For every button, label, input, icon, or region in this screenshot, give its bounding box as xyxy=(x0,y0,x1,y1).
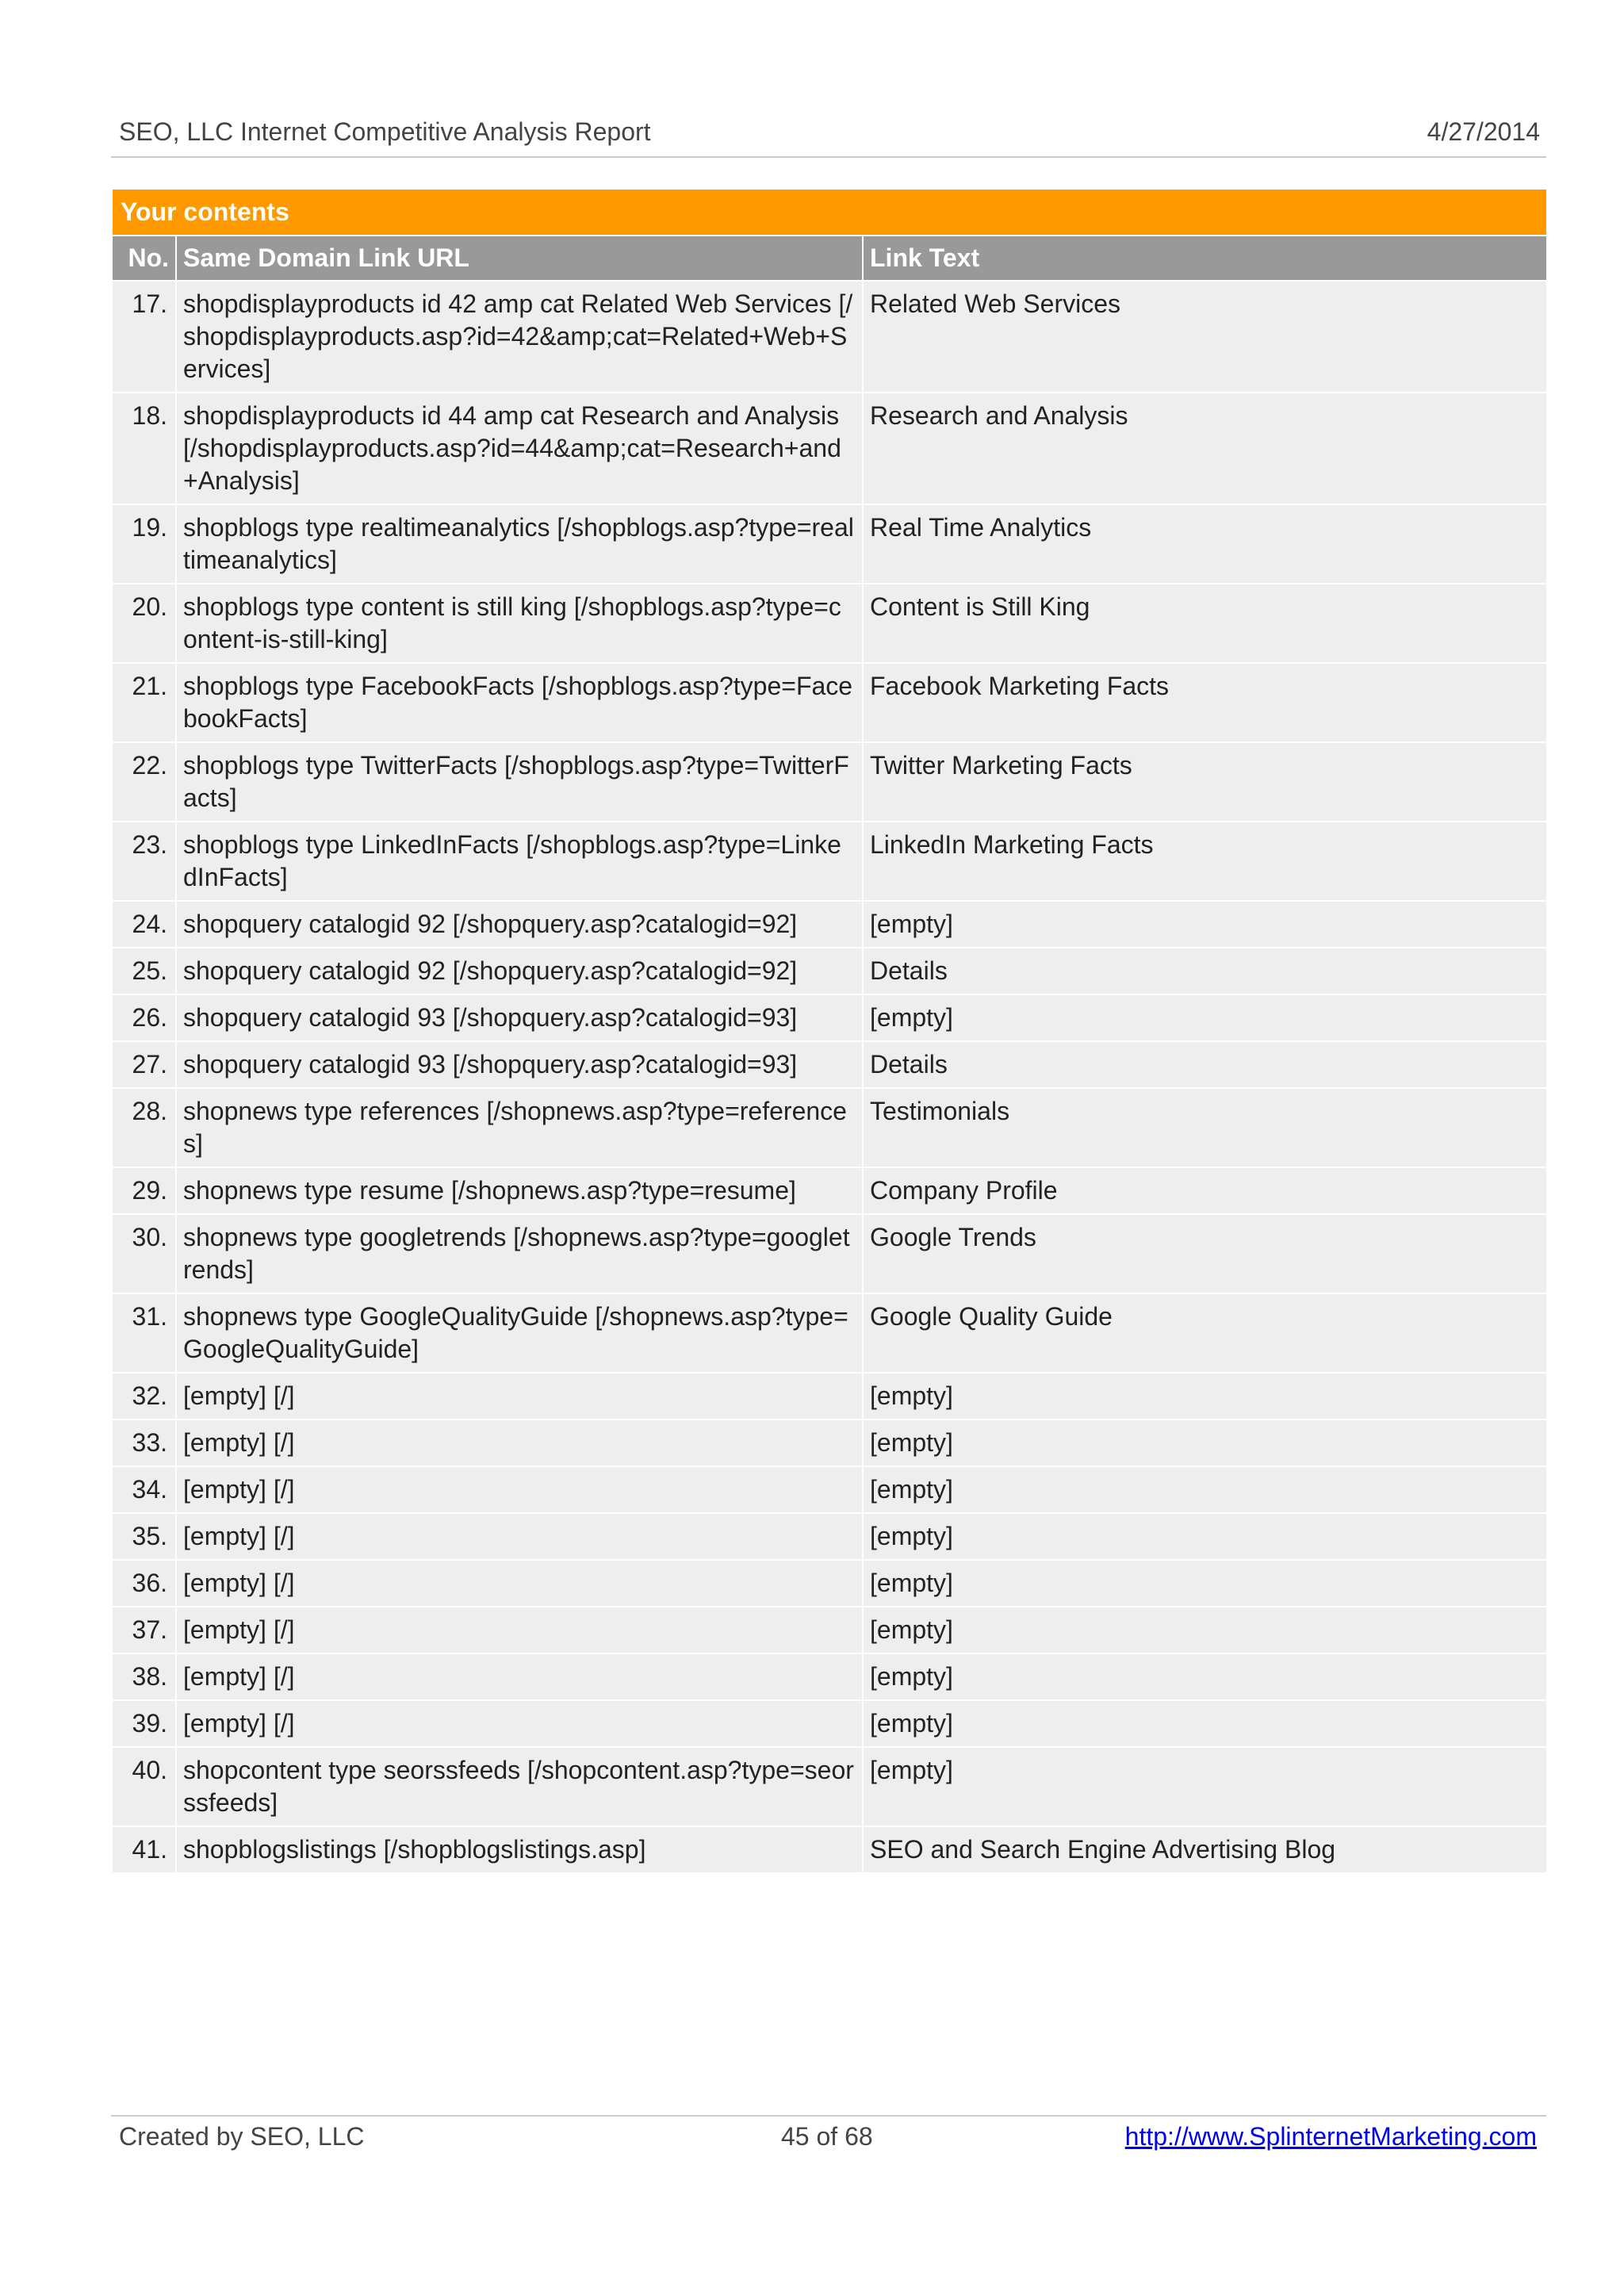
row-link-text: Related Web Services xyxy=(863,281,1547,393)
section-title-row xyxy=(112,189,1547,236)
row-link-text: Details xyxy=(863,948,1547,994)
row-number: 22. xyxy=(112,742,176,822)
table-row xyxy=(112,1167,1547,1214)
row-number: 39. xyxy=(112,1700,176,1747)
row-number: 17. xyxy=(112,281,176,393)
page-footer xyxy=(119,2122,1537,2157)
row-number: 35. xyxy=(112,1513,176,1560)
row-link-url: shopblogs type content is still king [/shopblogs.asp?type=content-is-still-king] xyxy=(176,584,863,663)
row-link-url: [empty] [/] xyxy=(176,1607,863,1653)
table-row xyxy=(112,1653,1547,1700)
row-number: 41. xyxy=(112,1826,176,1873)
row-number: 38. xyxy=(112,1653,176,1700)
row-link-text: Google Quality Guide xyxy=(863,1293,1547,1373)
table-row xyxy=(112,663,1547,742)
table-row xyxy=(112,1293,1547,1373)
row-number: 33. xyxy=(112,1420,176,1466)
page-number: 45 of 68 xyxy=(781,2122,873,2151)
row-number: 23. xyxy=(112,822,176,901)
row-link-url: shopdisplayproducts id 44 amp cat Research and Analysis [/shopdisplayproducts.asp?id=44&amp;cat=Research+and+Analysis] xyxy=(176,393,863,504)
row-link-url: [empty] [/] xyxy=(176,1700,863,1747)
row-number: 27. xyxy=(112,1041,176,1088)
row-link-text: Real Time Analytics xyxy=(863,504,1547,584)
row-number: 36. xyxy=(112,1560,176,1607)
row-link-text: [empty] xyxy=(863,994,1547,1041)
row-link-text: Details xyxy=(863,1041,1547,1088)
footer-website-link[interactable]: http://www.SplinternetMarketing.com xyxy=(1124,2122,1537,2151)
row-link-url: shopblogslistings [/shopblogslistings.asp] xyxy=(176,1826,863,1873)
row-link-text: [empty] xyxy=(863,1607,1547,1653)
row-number: 28. xyxy=(112,1088,176,1167)
row-link-url: [empty] [/] xyxy=(176,1560,863,1607)
row-link-url: shopquery catalogid 92 [/shopquery.asp?catalogid=92] xyxy=(176,948,863,994)
table-row xyxy=(112,822,1547,901)
page-header xyxy=(119,117,1540,152)
table-row xyxy=(112,1607,1547,1653)
column-header-link-text: Link Text xyxy=(863,236,1547,281)
row-link-url: [empty] [/] xyxy=(176,1420,863,1466)
row-link-text: Research and Analysis xyxy=(863,393,1547,504)
table-row xyxy=(112,1041,1547,1088)
table-row xyxy=(112,994,1547,1041)
row-number: 24. xyxy=(112,901,176,948)
table-row xyxy=(112,504,1547,584)
section-title: Your contents xyxy=(112,189,1547,236)
row-number: 29. xyxy=(112,1167,176,1214)
table-row xyxy=(112,1373,1547,1420)
report-date: 4/27/2014 xyxy=(1427,117,1540,146)
table-row xyxy=(112,742,1547,822)
column-header-row xyxy=(112,236,1547,281)
row-number: 34. xyxy=(112,1466,176,1513)
row-number: 18. xyxy=(112,393,176,504)
report-title: SEO, LLC Internet Competitive Analysis Report xyxy=(119,117,651,146)
table-row xyxy=(112,901,1547,948)
row-link-url: [empty] [/] xyxy=(176,1373,863,1420)
row-number: 21. xyxy=(112,663,176,742)
table-row xyxy=(112,1513,1547,1560)
row-link-text: Twitter Marketing Facts xyxy=(863,742,1547,822)
column-header-url: Same Domain Link URL xyxy=(176,236,863,281)
row-link-text: [empty] xyxy=(863,1420,1547,1466)
row-link-url: shopquery catalogid 93 [/shopquery.asp?catalogid=93] xyxy=(176,1041,863,1088)
row-link-text: SEO and Search Engine Advertising Blog xyxy=(863,1826,1547,1873)
links-table-container xyxy=(111,188,1546,1874)
row-link-url: [empty] [/] xyxy=(176,1513,863,1560)
table-body xyxy=(112,281,1547,1873)
row-link-url: shopnews type googletrends [/shopnews.asp?type=googletrends] xyxy=(176,1214,863,1293)
row-link-url: shopcontent type seorssfeeds [/shopcontent.asp?type=seorssfeeds] xyxy=(176,1747,863,1826)
table-row xyxy=(112,393,1547,504)
table-row xyxy=(112,1560,1547,1607)
row-number: 20. xyxy=(112,584,176,663)
table-row xyxy=(112,1747,1547,1826)
table-row xyxy=(112,1466,1547,1513)
header-divider xyxy=(111,156,1546,158)
row-link-url: shopnews type references [/shopnews.asp?type=references] xyxy=(176,1088,863,1167)
table-row xyxy=(112,948,1547,994)
table-row xyxy=(112,281,1547,393)
row-number: 31. xyxy=(112,1293,176,1373)
table-row xyxy=(112,1826,1547,1873)
footer-created-by: Created by SEO, LLC xyxy=(119,2122,365,2151)
column-header-no: No. xyxy=(112,236,176,281)
row-link-url: shopblogs type realtimeanalytics [/shopblogs.asp?type=realtimeanalytics] xyxy=(176,504,863,584)
row-link-text: [empty] xyxy=(863,1560,1547,1607)
row-link-text: [empty] xyxy=(863,1513,1547,1560)
row-link-text: [empty] xyxy=(863,901,1547,948)
row-link-text: [empty] xyxy=(863,1700,1547,1747)
row-number: 40. xyxy=(112,1747,176,1826)
row-link-text: LinkedIn Marketing Facts xyxy=(863,822,1547,901)
same-domain-links-table xyxy=(111,188,1548,1874)
row-link-url: shopblogs type LinkedInFacts [/shopblogs.asp?type=LinkedInFacts] xyxy=(176,822,863,901)
footer-divider xyxy=(111,2115,1546,2117)
row-link-text: Testimonials xyxy=(863,1088,1547,1167)
row-link-text: [empty] xyxy=(863,1466,1547,1513)
row-link-text: [empty] xyxy=(863,1653,1547,1700)
table-row xyxy=(112,584,1547,663)
row-number: 30. xyxy=(112,1214,176,1293)
row-link-text: Facebook Marketing Facts xyxy=(863,663,1547,742)
row-link-text: Content is Still King xyxy=(863,584,1547,663)
table-row xyxy=(112,1700,1547,1747)
table-row xyxy=(112,1420,1547,1466)
row-link-url: shopquery catalogid 93 [/shopquery.asp?catalogid=93] xyxy=(176,994,863,1041)
row-link-url: shopnews type GoogleQualityGuide [/shopnews.asp?type=GoogleQualityGuide] xyxy=(176,1293,863,1373)
row-link-text: [empty] xyxy=(863,1747,1547,1826)
row-link-url: [empty] [/] xyxy=(176,1466,863,1513)
table-row xyxy=(112,1214,1547,1293)
row-link-url: shopblogs type TwitterFacts [/shopblogs.asp?type=TwitterFacts] xyxy=(176,742,863,822)
row-number: 37. xyxy=(112,1607,176,1653)
row-number: 19. xyxy=(112,504,176,584)
row-link-text: Google Trends xyxy=(863,1214,1547,1293)
row-link-text: [empty] xyxy=(863,1373,1547,1420)
row-link-url: shopquery catalogid 92 [/shopquery.asp?catalogid=92] xyxy=(176,901,863,948)
row-link-url: shopdisplayproducts id 42 amp cat Related Web Services [/shopdisplayproducts.asp?id=42&amp;cat=Related+Web+Services] xyxy=(176,281,863,393)
row-link-url: shopblogs type FacebookFacts [/shopblogs.asp?type=FacebookFacts] xyxy=(176,663,863,742)
row-link-url: [empty] [/] xyxy=(176,1653,863,1700)
table-row xyxy=(112,1088,1547,1167)
row-number: 26. xyxy=(112,994,176,1041)
row-link-text: Company Profile xyxy=(863,1167,1547,1214)
row-link-url: shopnews type resume [/shopnews.asp?type=resume] xyxy=(176,1167,863,1214)
row-number: 25. xyxy=(112,948,176,994)
row-number: 32. xyxy=(112,1373,176,1420)
